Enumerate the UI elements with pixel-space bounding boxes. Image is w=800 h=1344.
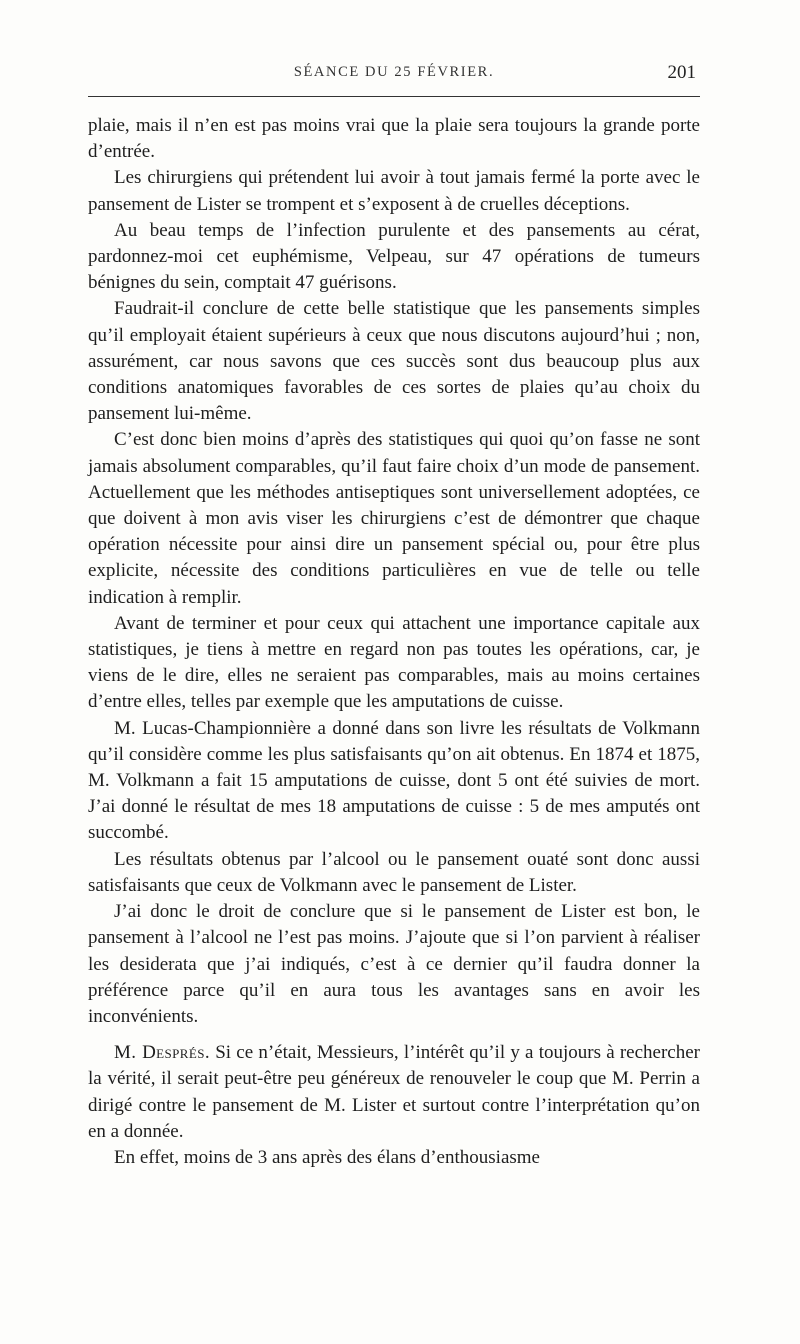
running-title: SÉANCE DU 25 FÉVRIER.	[293, 64, 495, 80]
paragraph: M. Lucas-Championnière a donné dans son livre les résultats de Volkmann qu’il considère comme les plus satisfaisants qu’on ait obtenus. En 1874 et 1875, M. Volkmann a fait 15 amputations de cuisse, dont 5 ont été suivies de mort. J’ai donné le résultat de mes 18 amputations de cuisse : 5 de mes amputés ont succombé.	[88, 717, 700, 844]
speaker-name: M. Després.	[114, 1042, 210, 1064]
paragraph: Au beau temps de l’infection purulente et des pansements au cérat, pardonnez-moi cet euphémisme, Velpeau, sur 47 opérations de tumeurs bénignes du sein, comptait 47 guérisons.	[88, 219, 700, 294]
page-number: 201	[667, 62, 696, 83]
paragraph: C’est donc bien moins d’après des statistiques qui quoi qu’on fasse ne sont jamais absolument comparables, qu’il faut faire choix d’un mode de pansement. Actuellement que les méthodes antiseptiques sont universellement adoptées, ce que doivent à mon avis viser les chirurgiens c’est de démontrer que chaque opération nécessite pour ainsi dire un pansement spécial ou, pour être plus explicite, nécessite des conditions particulières en vue de telle ou telle indication à remplir.	[88, 429, 700, 608]
header-rule	[88, 96, 700, 97]
paragraph: Faudrait-il conclure de cette belle statistique que les pansements simples qu’il employait étaient supérieurs à ceux que nous discutons aujourd’hui ; non, assurément, car nous savons que ces succès sont dus beaucoup plus aux conditions anatomiques favorables de ces sortes de plaies qu’au choix du pansement lui-même.	[88, 298, 700, 425]
speaker-text: Si ce n’était, Messieurs, l’intérêt qu’il y a toujours à rechercher la vérité, il serait peut-être peu généreux de renouveler le coup que M. Perrin a dirigé contre le pansement de M. Lister et surtout contre l’interprétation qu’on en a donnée.	[88, 1042, 700, 1142]
paragraph: Les résultats obtenus par l’alcool ou le pansement ouaté sont donc aussi satisfaisants que ceux de Volkmann avec le pansement de Lister.	[88, 848, 700, 896]
paragraph: En effet, moins de 3 ans après des élans d’enthousiasme	[114, 1146, 540, 1168]
paragraph: Les chirurgiens qui prétendent lui avoir à tout jamais fermé la porte avec le pansement de Lister se trompent et s’exposent à de cruelles déceptions.	[88, 167, 700, 215]
paragraph: Avant de terminer et pour ceux qui attachent une importance capitale aux statistiques, je tiens à mettre en regard non pas toutes les opérations, car, je viens de le dire, elles ne seraient pas comparables, mais au moins certaines d’entre elles, telles par exemple que les amputations de cuisse.	[88, 612, 700, 713]
speaker-paragraph	[88, 1040, 700, 1145]
paragraph: J’ai donc le droit de conclure que si le pansement de Lister est bon, le pansement à l’alcool ne l’est pas moins. J’ajoute que si l’on parvient à réaliser les desiderata que j’ai indiqués, c’est à ce dernier qu’il faudra donner la préférence parce qu’il en aura tous les avantages sans en avoir les inconvénients.	[88, 901, 700, 1027]
body-text	[88, 113, 700, 1171]
paragraph-continuation: plaie, mais il n’en est pas moins vrai que la plaie sera toujours la grande porte d’entrée.	[88, 115, 700, 163]
running-head	[88, 62, 700, 86]
